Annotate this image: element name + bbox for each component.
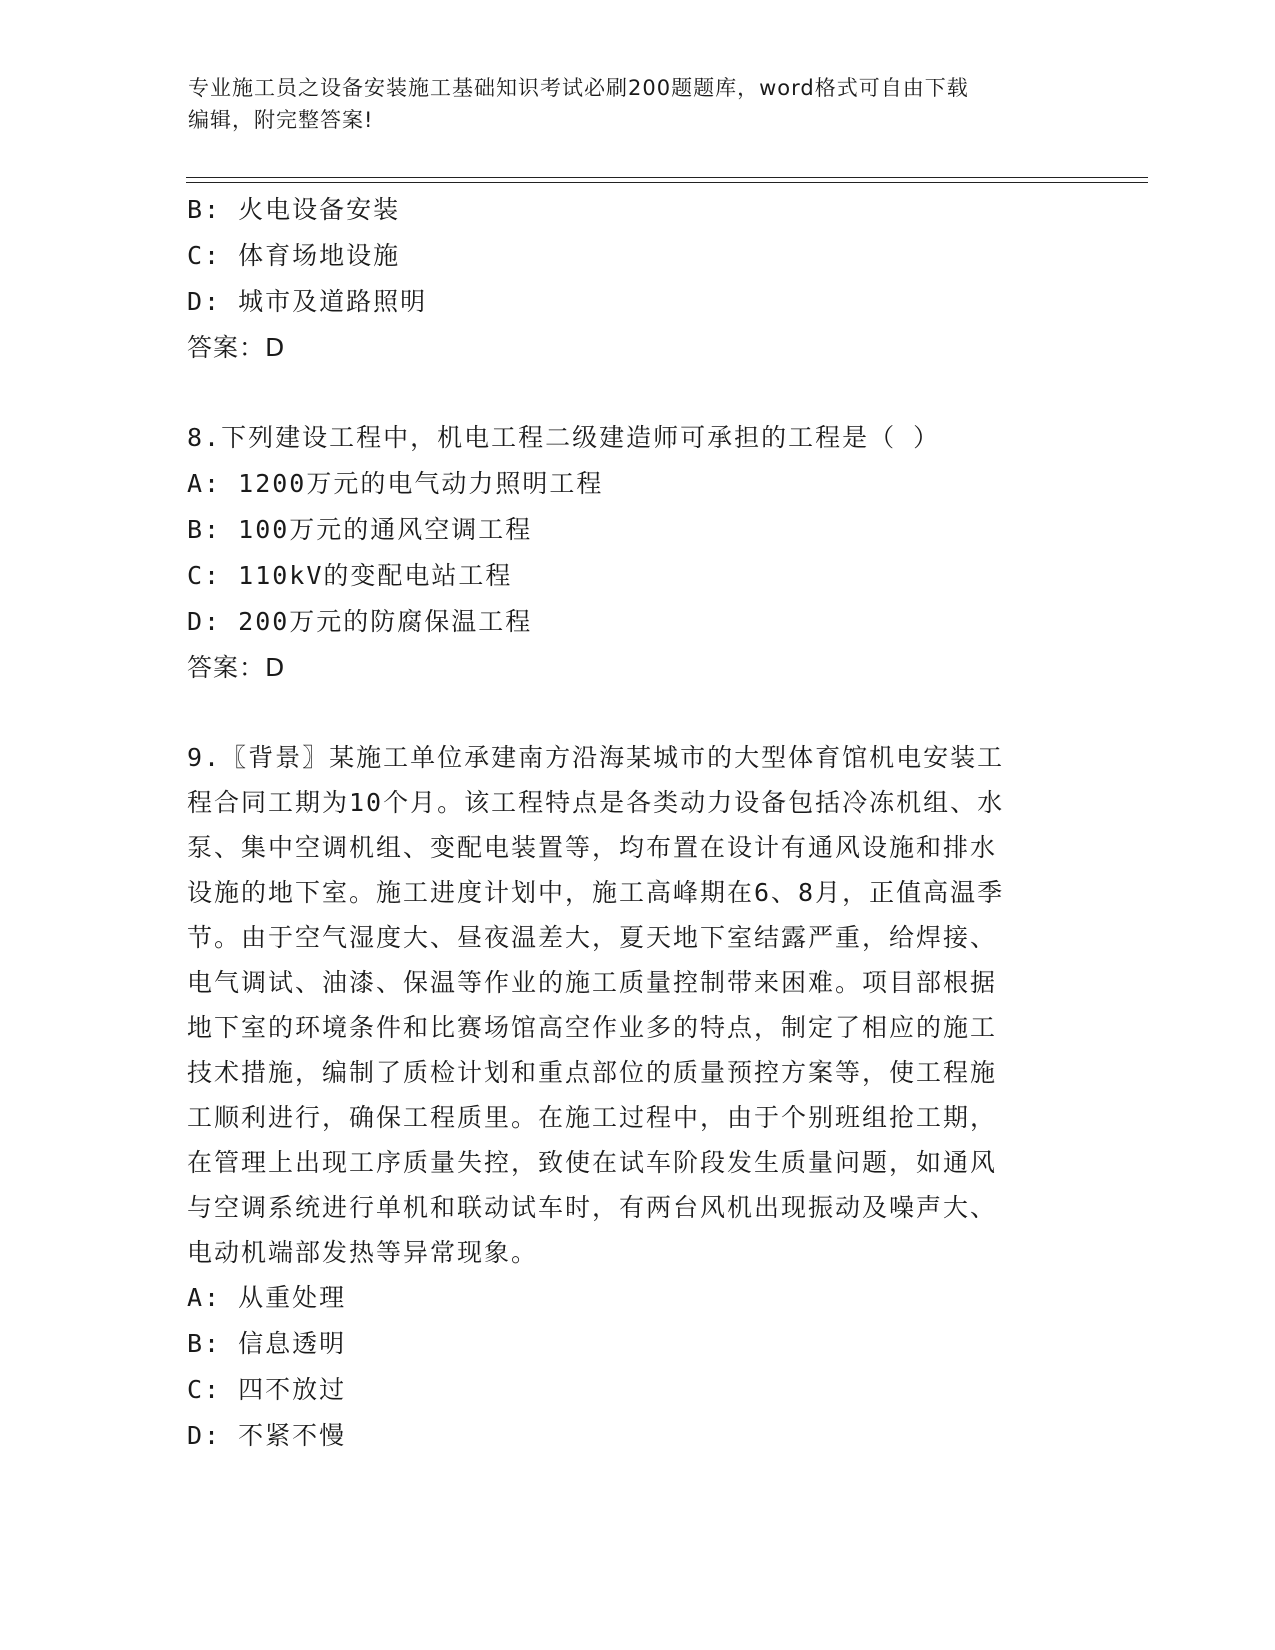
stem-line: 节。由于空气湿度大、昼夜温差大，夏天地下室结露严重，给焊接、 (187, 923, 998, 952)
question-8 (187, 415, 1077, 691)
stem-line: 电动机端部发热等异常现象。 (187, 1238, 539, 1267)
stem-line: 在管理上出现工序质量失控，致使在试车阶段发生质量问题，如通风 (187, 1148, 998, 1177)
option-b: B: 100万元的通风空调工程 (187, 515, 533, 544)
option-a: A: 从重处理 (187, 1283, 347, 1312)
option-a: A: 1200万元的电气动力照明工程 (187, 469, 604, 498)
option-b: B: 火电设备安装 (187, 195, 401, 224)
document-body (187, 187, 1077, 1459)
document-header (188, 72, 1068, 136)
header-rule-top (186, 177, 1148, 178)
option-b: B: 信息透明 (187, 1329, 347, 1358)
stem-line: 技术措施，编制了质检计划和重点部位的质量预控方案等，使工程施 (187, 1058, 998, 1087)
question-stem: 8.下列建设工程中，机电工程二级建造师可承担的工程是（ ） (187, 423, 941, 452)
option-d: D: 城市及道路照明 (187, 287, 428, 316)
stem-line: 9.〖背景〗某施工单位承建南方沿海某城市的大型体育馆机电安装工 (187, 743, 1005, 772)
stem-line: 电气调试、油漆、保温等作业的施工质量控制带来困难。项目部根据 (187, 968, 998, 997)
option-c: C: 体育场地设施 (187, 241, 401, 270)
stem-line: 泵、集中空调机组、变配电装置等，均布置在设计有通风设施和排水 (187, 833, 998, 862)
question-stem (187, 735, 1077, 1275)
option-c: C: 110kV的变配电站工程 (187, 561, 513, 590)
stem-line: 程合同工期为10个月。该工程特点是各类动力设备包括冷冻机组、水 (187, 788, 1005, 817)
option-d: D: 200万元的防腐保温工程 (187, 607, 533, 636)
header-line-2: 编辑，附完整答案! (188, 108, 374, 132)
option-c: C: 四不放过 (187, 1375, 347, 1404)
stem-line: 设施的地下室。施工进度计划中，施工高峰期在6、8月，正值高温季 (187, 878, 1005, 907)
stem-line: 与空调系统进行单机和联动试车时，有两台风机出现振动及噪声大、 (187, 1193, 998, 1222)
header-line-1: 专业施工员之设备安装施工基础知识考试必刷200题题库，word格式可自由下载 (188, 76, 969, 100)
answer: 答案：D (187, 653, 286, 682)
option-d: D: 不紧不慢 (187, 1421, 347, 1450)
answer: 答案：D (187, 333, 286, 362)
question-7 (187, 187, 1077, 371)
stem-line: 工顺利进行，确保工程质里。在施工过程中，由于个别班组抢工期， (187, 1103, 998, 1132)
question-9 (187, 735, 1077, 1459)
header-rule-bottom (186, 182, 1148, 183)
stem-line: 地下室的环境条件和比赛场馆高空作业多的特点，制定了相应的施工 (187, 1013, 998, 1042)
